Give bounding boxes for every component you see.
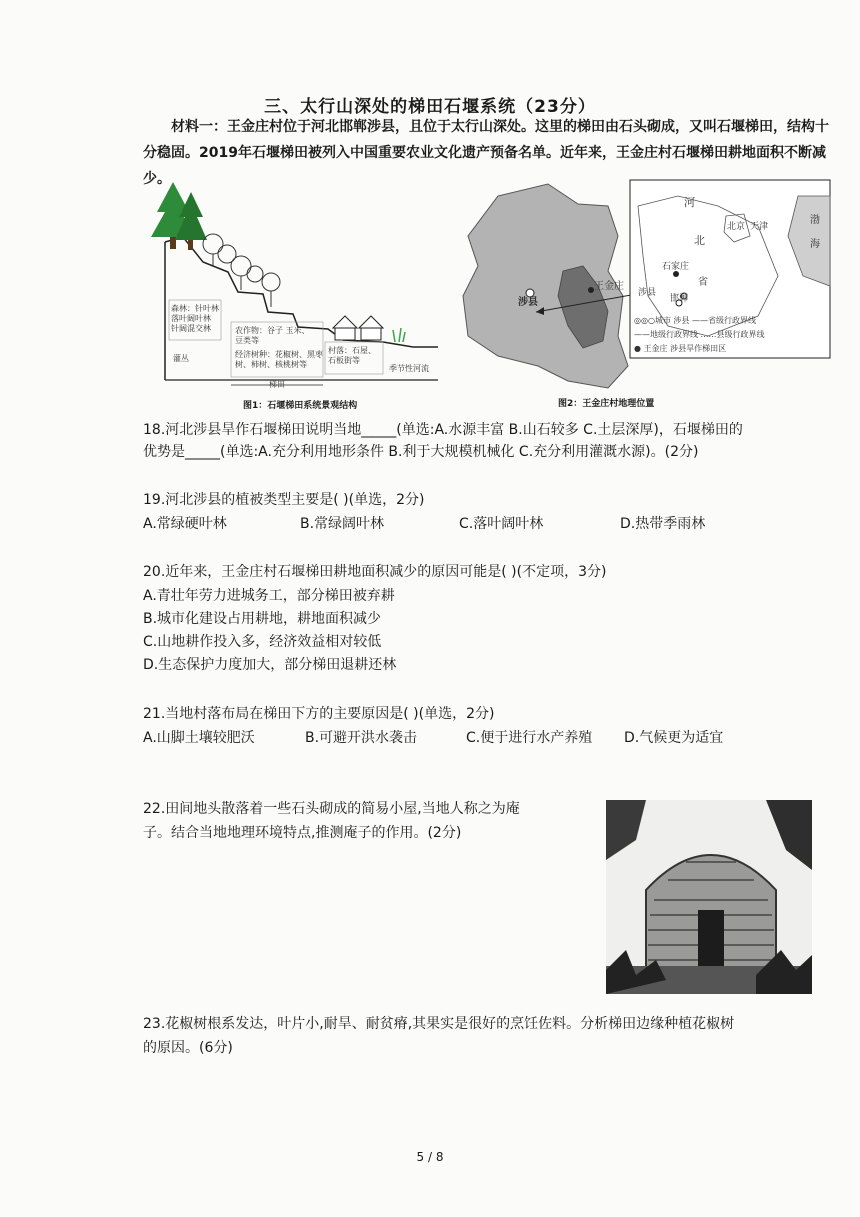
terrace-label: 梯田	[269, 380, 285, 389]
question-21-stem: 21.当地村落布局在梯田下方的主要原因是( )(单选，2分)	[143, 706, 495, 722]
location-map	[458, 176, 838, 396]
inset-hebei-he: 河	[684, 196, 695, 209]
legend-row-3: ● 王金庄 涉县旱作梯田区	[634, 344, 727, 353]
question-19-option-b: B.常绿阔叶林	[300, 516, 385, 532]
inset-hebei-bei: 北	[694, 234, 705, 247]
question-20-stem: 20.近年来，王金庄村石堰梯田耕地面积减少的原因可能是( )(不定项，3分)	[143, 564, 607, 580]
crops-label: 农作物：谷子 玉米、豆类等	[235, 326, 310, 345]
inset-handan: 邯郸	[670, 294, 689, 304]
stone-hut-photo	[606, 800, 812, 994]
question-21-option-c: C.便于进行水产养殖	[466, 730, 593, 746]
question-19-stem: 19.河北涉县的植被类型主要是( )(单选，2分)	[143, 492, 425, 508]
forest-label: 森林：针叶林 落叶阔叶林 针阔混交林	[171, 304, 219, 333]
figure-1-caption: 图1：石堰梯田系统景观结构	[243, 401, 358, 411]
question-19-option-a: A.常绿硬叶林	[143, 516, 227, 532]
page-number: 5 / 8	[416, 1150, 444, 1164]
shexian-label: 涉县	[518, 297, 538, 308]
economic-trees-label: 经济树种：花椒树、黑枣树、柿树、核桃树等	[235, 350, 323, 369]
question-21-option-b: B.可避开洪水袭击	[305, 730, 418, 746]
village-label: 村落：石屋、石板街等	[328, 346, 376, 365]
question-23-line-1: 23.花椒树根系发达，叶片小,耐旱、耐贫瘠,其果实是很好的烹饪佐料。分析梯田边缘种植花椒树	[143, 1016, 735, 1032]
section-title: 三、太行山深处的梯田石堰系统（23分）	[264, 97, 596, 117]
figure-1	[143, 182, 443, 414]
inset-bohai-hai: 海	[810, 239, 820, 250]
conifer-tree-icon	[151, 182, 207, 250]
broadleaf-tree-icon	[203, 234, 280, 307]
question-18-line-2: 优势是_____(单选:A.充分利用地形条件 B.利于大规模机械化 C.充分利用灌溉水源)。(2分)	[143, 444, 699, 460]
figure-2-caption: 图2：王金庄村地理位置	[558, 399, 655, 409]
village-house-icon	[333, 316, 383, 340]
question-20-option-a: A.青壮年劳力进城务工，部分梯田被弃耕	[143, 588, 395, 604]
inset-bohai-bo: 渤	[810, 215, 820, 226]
wangjinzhuang-label: 王金庄	[594, 281, 624, 292]
question-18-line-1: 18.河北涉县旱作石堰梯田说明当地_____(单选:A.水源丰富 B.山石较多 C.土层深厚)，石堰梯田的	[143, 422, 743, 438]
legend-row-1: ◎◎○城市 涉县 ——省级行政界线	[634, 316, 757, 325]
question-23-line-2: 的原因。(6分)	[143, 1040, 233, 1056]
question-22-line-1: 22.田间地头散落着一些石头砌成的简易小屋,当地人称之为庵	[143, 801, 520, 817]
inset-sheng: 省	[698, 277, 708, 288]
inset-shijiazhuang: 石家庄	[662, 262, 690, 272]
figure-2	[458, 176, 838, 414]
inset-shexian: 涉县	[638, 288, 657, 298]
question-21-option-a: A.山脚土壤较肥沃	[143, 730, 255, 746]
question-20-option-c: C.山地耕作投入多，经济效益相对较低	[143, 634, 382, 650]
material-one-text: 材料一：王金庄村位于河北邯郸涉县，且位于太行山深处。这里的梯田由石头砌成，又叫石堰梯田，结构十分稳固。2019年石堰梯田被列入中国重要农业文化遗产预备名单。近年来，王金庄村石堰梯田耕地面积不断减少。	[143, 119, 829, 187]
shrub-label: 灌丛	[173, 354, 189, 363]
grass-icon	[393, 328, 405, 342]
question-21-option-d: D.气候更为适宜	[624, 730, 724, 746]
legend-row-2: ——地级行政界线 ……县级行政界线	[634, 330, 765, 339]
inset-beijing: 北京	[727, 222, 746, 232]
question-20-option-d: D.生态保护力度加大，部分梯田退耕还林	[143, 657, 397, 673]
inset-tianjin: 天津	[750, 222, 769, 232]
question-19-option-d: D.热带季雨林	[620, 516, 706, 532]
question-20-option-b: B.城市化建设占用耕地，耕地面积减少	[143, 611, 382, 627]
question-22-line-2: 子。结合当地地理环境特点,推测庵子的作用。(2分)	[143, 825, 462, 841]
question-19-option-c: C.落叶阔叶林	[459, 516, 544, 532]
river-label: 季节性河流	[389, 364, 429, 373]
